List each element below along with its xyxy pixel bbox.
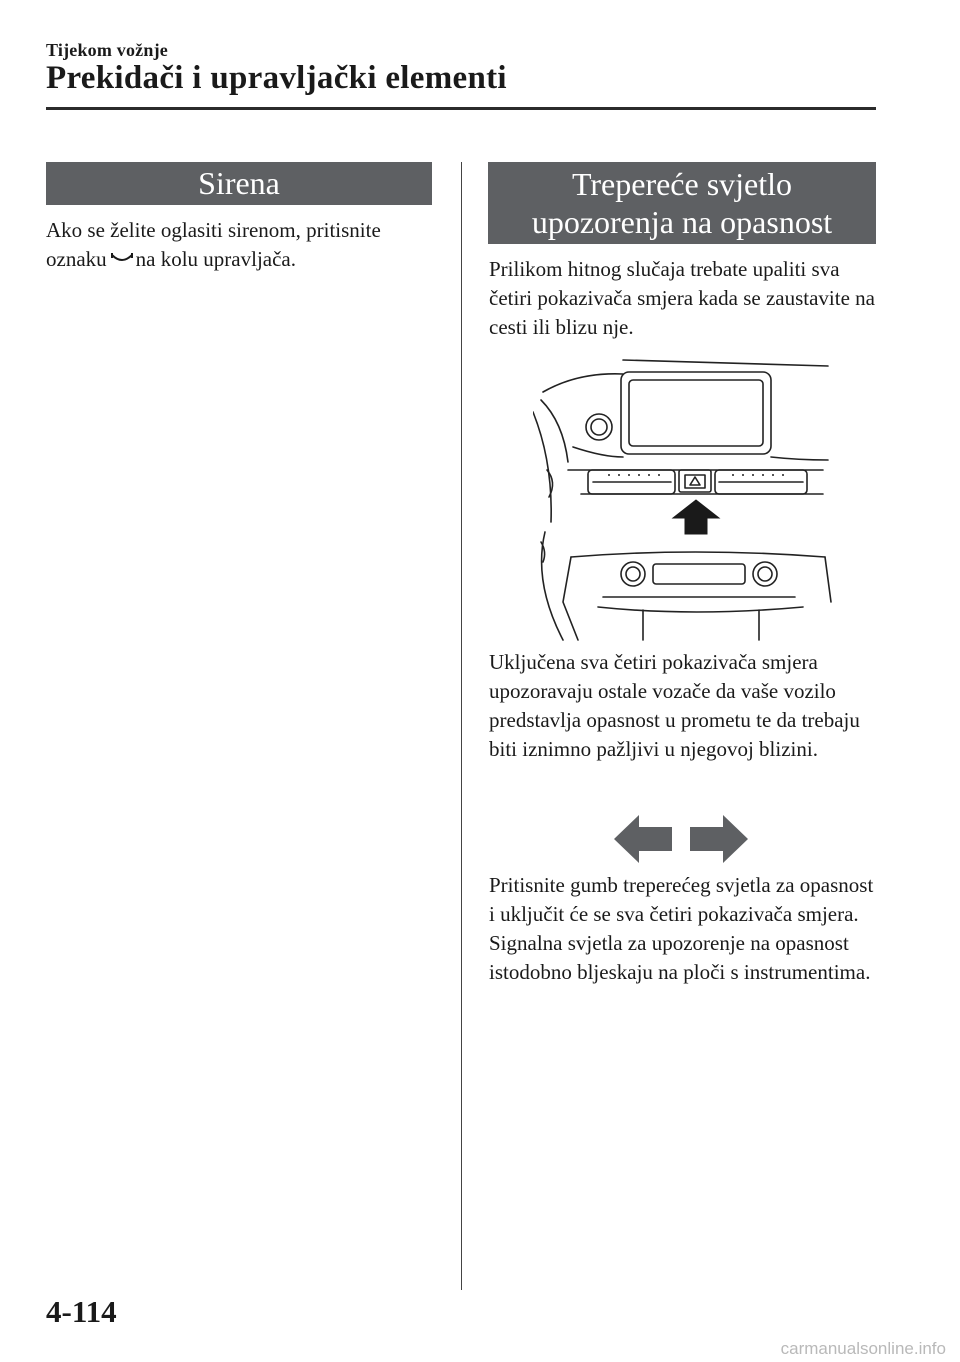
hazard-paragraph-3: Pritisnite gumb treperećeg svjetla za opasnost i uključit će se sva četiri pokazivača smjera. Signalna svjetla za upozorenje na opasnost istodobno bljeskaju na ploči s instrumentima. [489, 873, 874, 984]
sirena-banner: Sirena [46, 162, 432, 205]
hazard-banner [488, 162, 876, 244]
turn-signal-arrows-icon [612, 813, 752, 865]
hazard-paragraph-2: Uključena sva četiri pokazivača smjera upozoravaju ostale vozače da vaše vozilo predstavlja opasnost u prometu te da trebaju biti iznimno pažljivi u njegovoj blizini. [489, 650, 860, 761]
chapter-title: Prekidači i upravljački elementi [46, 60, 507, 96]
hazard-title-line2: upozorenja na opasnost [531, 204, 833, 240]
sirena-text-after-icon: na kolu upravljača. [135, 247, 297, 271]
watermark: carmanualsonline.info [780, 1339, 946, 1358]
page-number: 4-114 [46, 1294, 117, 1329]
sirena-paragraph [46, 216, 436, 274]
section-label: Tijekom vožnje [46, 40, 168, 60]
pointer-arrow-icon [673, 500, 719, 534]
column-divider [461, 162, 462, 1290]
sirena-text-before-icon: Ako se želite oglasiti sirenom, pritisnite oznaku [46, 218, 381, 271]
right-arrow-icon [690, 815, 748, 863]
dashboard-illustration [533, 352, 833, 642]
hazard-paragraph-1: Prilikom hitnog slučaja trebate upaliti sva četiri pokazivača smjera kada se zaustavite na cesti ili blizu nje. [489, 257, 875, 339]
header-rule [46, 107, 876, 110]
left-arrow-icon [614, 815, 672, 863]
horn-icon [111, 253, 133, 265]
hazard-title-line1: Trepereće svjetlo [571, 166, 793, 202]
